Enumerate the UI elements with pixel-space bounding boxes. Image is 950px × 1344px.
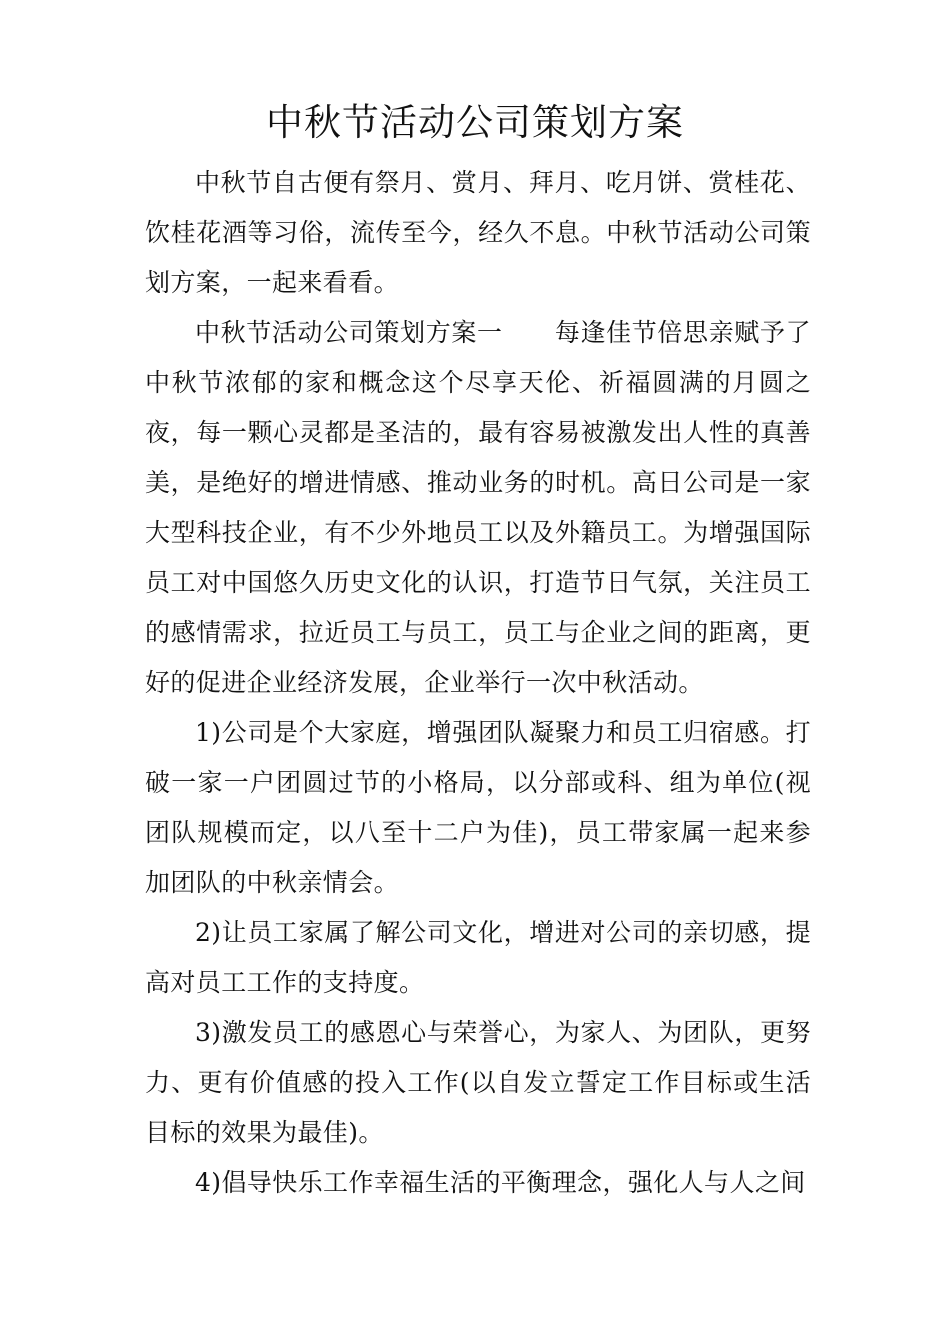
document-title: 中秋节活动公司策划方案: [266, 101, 684, 144]
intro-paragraph: 中秋节自古便有祭月、赏月、拜月、吃月饼、赏桂花、饮桂花酒等习俗，流传至今，经久不息。中秋节活动公司策划方案，一起来看看。: [145, 168, 811, 297]
section-paragraph: [145, 308, 811, 708]
list-item: 2)让员工家属了解公司文化，增进对公司的亲切感，提高对员工工作的支持度。: [145, 918, 811, 997]
list-item: 4)倡导快乐工作幸福生活的平衡理念，强化人与人之间: [195, 1168, 806, 1197]
document-body: [145, 158, 811, 1208]
list-item: 3)激发员工的感恩心与荣誉心，为家人、为团队，更努力、更有价值感的投入工作(以自发立誓定工作目标或生活目标的效果为最佳)。: [145, 1018, 811, 1147]
section-heading: 中秋节活动公司策划方案一: [195, 318, 503, 347]
list-item: 1)公司是个大家庭，增强团队凝聚力和员工归宿感。打破一家一户团圆过节的小格局，以分部或科、组为单位(视团队规模而定，以八至十二户为佳)，员工带家属一起来参加团队的中秋亲情会。: [145, 718, 811, 897]
section-body: 每逢佳节倍思亲赋予了中秋节浓郁的家和概念这个尽享天伦、祈福圆满的月圆之夜，每一颗心灵都是圣洁的，最有容易被激发出人性的真善美，是绝好的增进情感、推动业务的时机。高日公司是一家大型科技企业，有不少外地员工以及外籍员工。为增强国际员工对中国悠久历史文化的认识，打造节日气氛，关注员工的感情需求，拉近员工与员工，员工与企业之间的距离，更好的促进企业经济发展，企业举行一次中秋活动。: [145, 318, 811, 697]
